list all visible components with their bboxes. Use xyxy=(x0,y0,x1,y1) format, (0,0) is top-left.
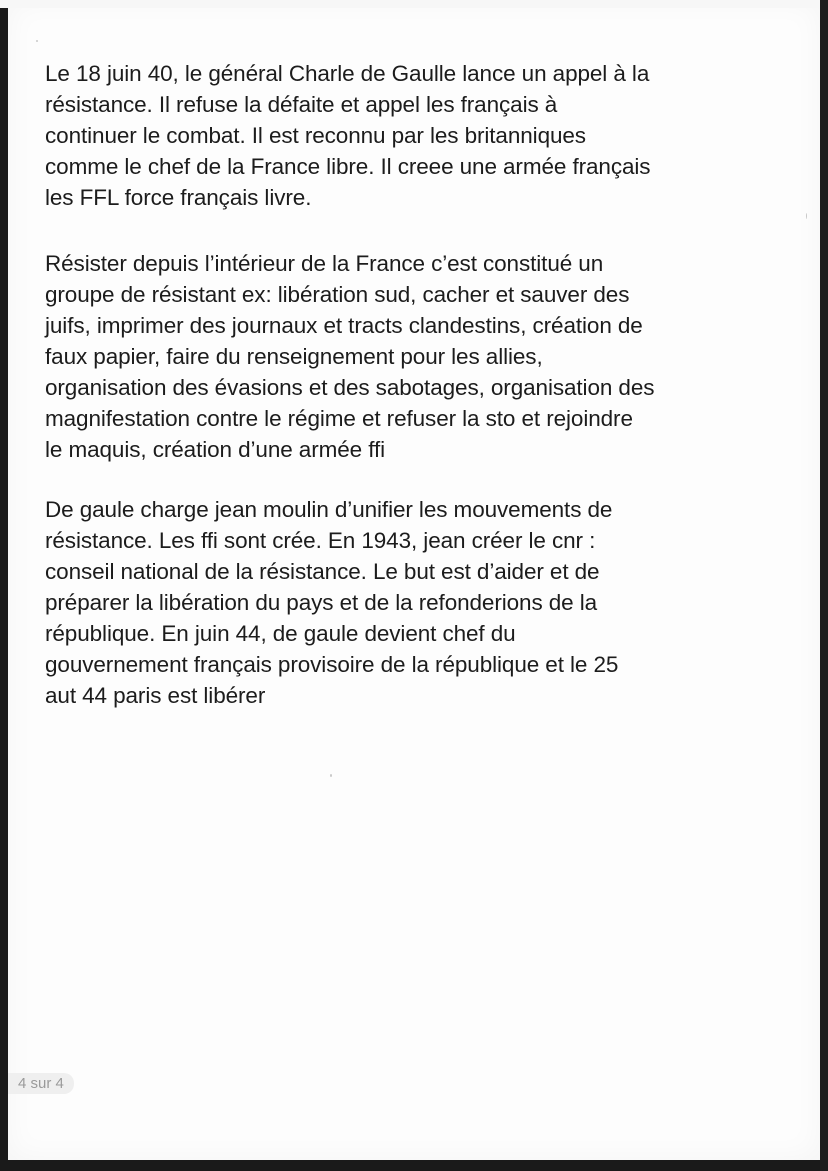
text-line: juifs, imprimer des journaux et tracts clandestins, création de xyxy=(45,313,643,338)
text-line: préparer la libération du pays et de la refonderions de la xyxy=(45,590,598,615)
paper-speck xyxy=(36,40,38,42)
paragraph-appel-18-juin xyxy=(45,58,775,213)
text-line: résistance. Il refuse la défaite et appel les français à xyxy=(45,92,558,117)
document-page xyxy=(8,0,820,1160)
paper-speck xyxy=(330,774,332,777)
text-line: république. En juin 44, de gaule devient chef du xyxy=(45,621,516,646)
text-line: organisation des évasions et des sabotages, organisation des xyxy=(45,375,655,400)
text-line: conseil national de la résistance. Le but est d’aider et de xyxy=(45,559,600,584)
paragraph-jean-moulin xyxy=(45,494,775,711)
text-line: résistance. Les ffi sont crée. En 1943, jean créer le cnr : xyxy=(45,528,596,553)
text-line: gouvernement français provisoire de la république et le 25 xyxy=(45,652,619,677)
text-line: les FFL force français livre. xyxy=(45,185,312,210)
text-line: Résister depuis l’intérieur de la France c’est constitué un xyxy=(45,251,604,276)
text-line: groupe de résistant ex: libération sud, cacher et sauver des xyxy=(45,282,630,307)
text-line: aut 44 paris est libérer xyxy=(45,683,266,708)
paper-speck xyxy=(806,213,807,219)
text-line: De gaule charge jean moulin d’unifier les mouvements de xyxy=(45,497,613,522)
paragraph-resistance-interieure xyxy=(45,248,775,465)
text-line: magnifestation contre le régime et refuser la sto et rejoindre xyxy=(45,406,633,431)
text-line: Le 18 juin 40, le général Charle de Gaulle lance un appel à la xyxy=(45,61,650,86)
text-line: le maquis, création d’une armée ffi xyxy=(45,437,386,462)
top-edge xyxy=(0,0,828,8)
text-line: faux papier, faire du renseignement pour les allies, xyxy=(45,344,543,369)
text-line: continuer le combat. Il est reconnu par les britanniques xyxy=(45,123,586,148)
text-line: comme le chef de la France libre. Il creee une armée français xyxy=(45,154,651,179)
page-indicator: 4 sur 4 xyxy=(8,1073,74,1094)
right-edge xyxy=(820,0,828,1171)
